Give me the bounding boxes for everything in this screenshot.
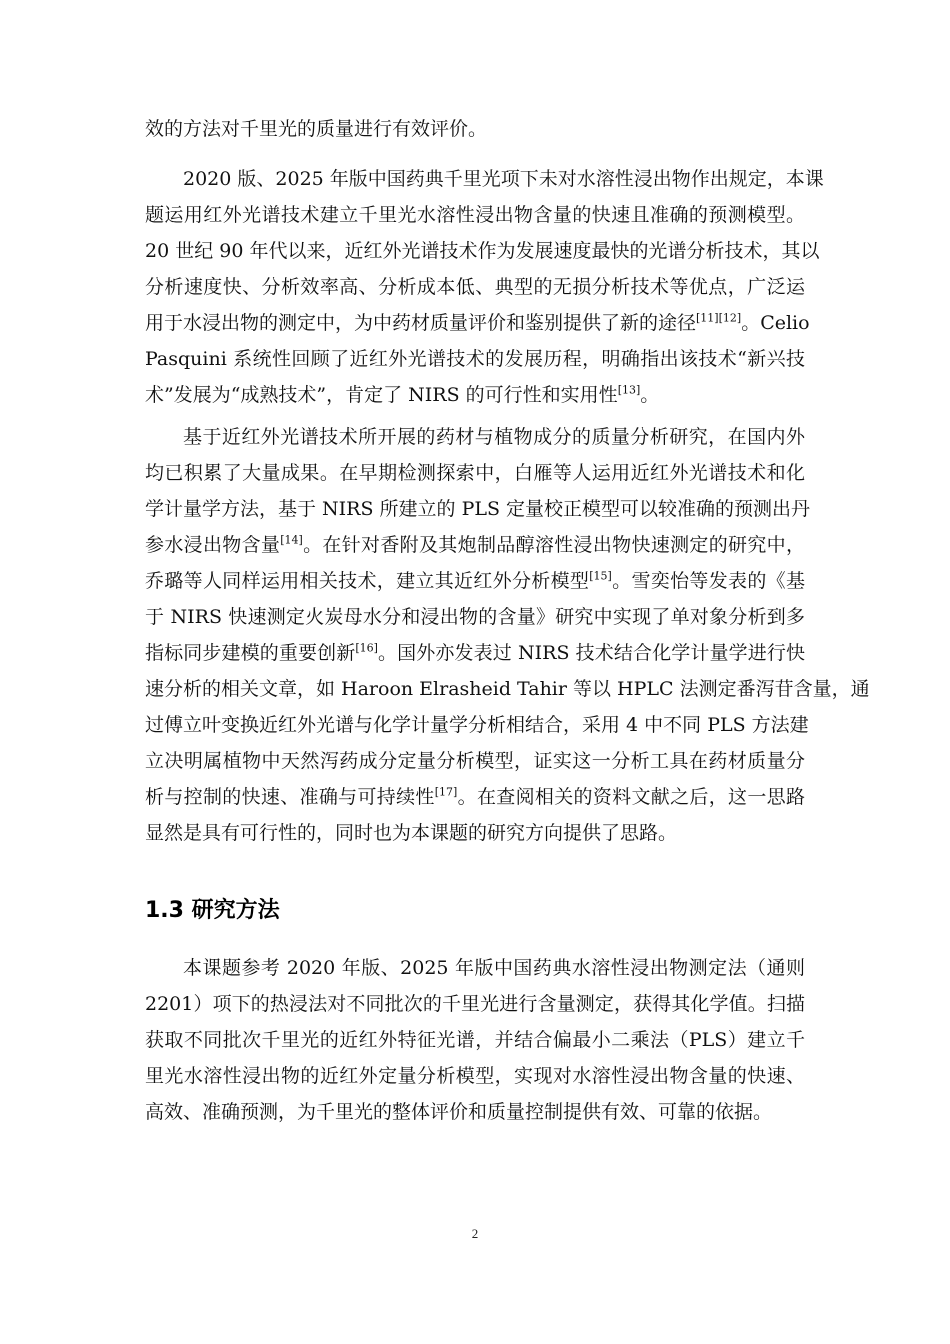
section-heading: 1.3 研究方法 (145, 898, 280, 923)
citation-marker: [16] (355, 641, 378, 655)
text-line: 2201）项下的热浸法对不同批次的千里光进行含量测定，获得其化学值。扫描 (145, 993, 805, 1015)
text-line: 析与控制的快速、准确与可持续性[17]。在查阅相关的资料文献之后，这一思路 (145, 785, 805, 808)
text-line: 于 NIRS 快速测定火炭母水分和浸出物的含量》研究中实现了单对象分析到多 (145, 606, 805, 628)
text-line: 题运用红外光谱技术建立千里光水溶性浸出物含量的快速且准确的预测模型。 (145, 204, 805, 226)
text-line: 获取不同批次千里光的近红外特征光谱，并结合偏最小二乘法（PLS）建立千 (145, 1029, 805, 1051)
text-line: 术”发展为“成熟技术”，肯定了 NIRS 的可行性和实用性[13]。 (145, 383, 660, 406)
text-line: 效的方法对千里光的质量进行有效评价。 (145, 118, 488, 140)
citation-marker: [14] (280, 533, 303, 547)
text-line: 里光水溶性浸出物的近红外定量分析模型，实现对水溶性浸出物含量的快速、 (145, 1065, 805, 1087)
text-line: 立决明属植物中天然泻药成分定量分析模型，证实这一分析工具在药材质量分 (145, 750, 805, 772)
text-line: 过傅立叶变换近红外光谱与化学计量学分析相结合，采用 4 中不同 PLS 方法建 (145, 714, 809, 736)
text-line: Pasquini 系统性回顾了近红外光谱技术的发展历程，明确指出该技术“新兴技 (145, 348, 805, 370)
page-number: 2 (471, 1226, 479, 1241)
text-line: 速分析的相关文章，如 Haroon Elrasheid Tahir 等以 HPLC 法测定番泻苷含量，通 (145, 678, 870, 700)
text-line: 乔璐等人同样运用相关技术，建立其近红外分析模型[15]。雪奕怡等发表的《基 (145, 569, 805, 592)
text-line: 均已积累了大量成果。在早期检测探索中，白雁等人运用近红外光谱技术和化 (145, 462, 805, 484)
citation-marker: [17] (434, 785, 458, 799)
citation-marker: [12] (718, 311, 742, 325)
text-line: 用于水浸出物的测定中，为中药材质量评价和鉴别提供了新的途径[11][12]。Celio (145, 311, 810, 334)
text-line: 20 世纪 90 年代以来，近红外光谱技术作为发展速度最快的光谱分析技术，其以 (145, 240, 820, 262)
text-line: 2020 版、2025 年版中国药典千里光项下未对水溶性浸出物作出规定，本课 (183, 168, 824, 190)
text-line: 参水浸出物含量[14]。在针对香附及其炮制品醇溶性浸出物快速测定的研究中， (145, 533, 805, 556)
text-line: 基于近红外光谱技术所开展的药材与植物成分的质量分析研究，在国内外 (183, 426, 805, 448)
text-line: 显然是具有可行性的，同时也为本课题的研究方向提供了思路。 (145, 822, 678, 844)
citation-marker: [13] (617, 383, 641, 397)
text-line: 分析速度快、分析效率高、分析成本低、典型的无损分析技术等优点，广泛运 (145, 276, 805, 298)
citation-marker: [11] (696, 311, 719, 325)
citation-marker: [15] (589, 569, 612, 583)
text-line: 本课题参考 2020 年版、2025 年版中国药典水溶性浸出物测定法（通则 (183, 957, 805, 979)
text-line: 高效、准确预测，为千里光的整体评价和质量控制提供有效、可靠的依据。 (145, 1101, 773, 1123)
text-line: 指标同步建模的重要创新[16]。国外亦发表过 NIRS 技术结合化学计量学进行快 (145, 641, 805, 664)
text-line: 学计量学方法，基于 NIRS 所建立的 PLS 定量校正模型可以较准确的预测出丹 (145, 498, 811, 520)
